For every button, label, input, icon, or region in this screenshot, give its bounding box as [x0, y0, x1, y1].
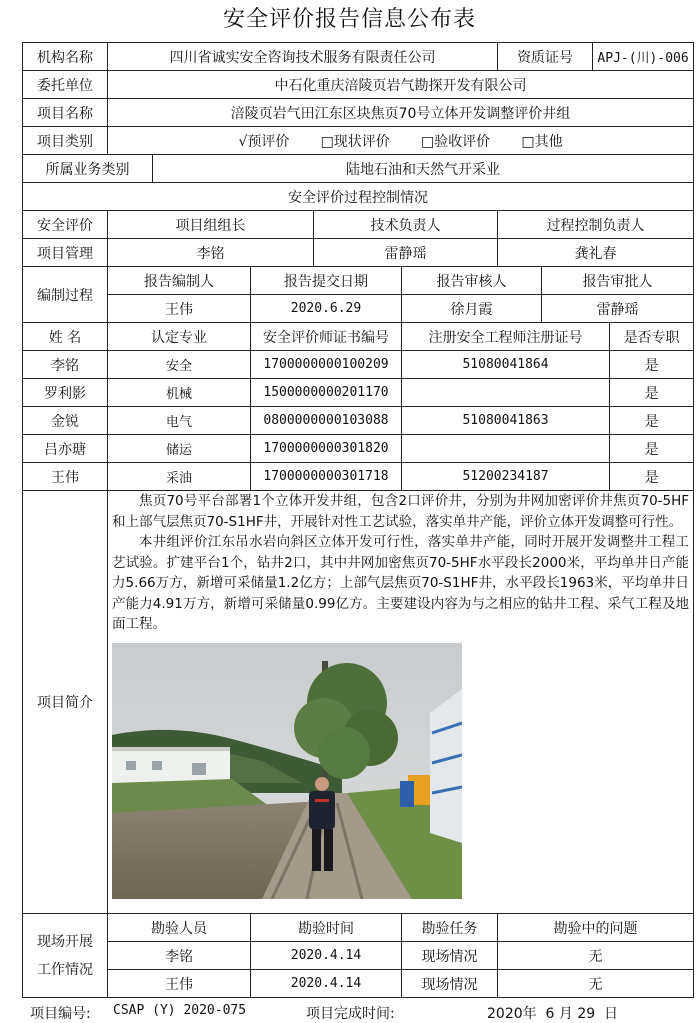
- site-person: 李铭: [108, 942, 251, 970]
- staff-name: 王伟: [23, 463, 108, 491]
- site-header-time: 勘验时间: [251, 914, 402, 942]
- cert-value: APJ-(川)-006: [593, 43, 694, 71]
- staff-reg: 51200234187: [402, 463, 610, 491]
- business-value: 陆地石油和天然气开采业: [153, 155, 694, 183]
- business-label: 所属业务类别: [23, 155, 153, 183]
- site-label: [23, 914, 108, 998]
- site-label-1: 现场开展: [37, 933, 93, 950]
- site-label-2: 工作情况: [37, 961, 93, 978]
- client-value: 中石化重庆涪陵页岩气勘探开发有限公司: [108, 71, 694, 99]
- staff-name: 李铭: [23, 351, 108, 379]
- compile-value-approver: 雷静瑶: [542, 295, 694, 323]
- category-option: □其他: [521, 133, 563, 150]
- staff-header-major: 认定专业: [108, 323, 251, 351]
- staff-header-cert: 安全评价师证书编号: [251, 323, 402, 351]
- intro-paragraph-2: 本井组评价江东吊水岩向斜区立体开发可行性，落实单井产能，同时开展开发调整井工程工艺试验。扩建平台1个，钻井2口，其中井网加密焦页70-5HF水平段长2000米，平均单井日产能力5.66万方，新增可采储量1.2亿方；上部气层焦页70-S1HF井，水平段长1963米，平均单井日产能力4.91万方，新增可采储量0.99亿方。主要建设内容为与之相应的钻井工程、采气工程及地面工程。: [112, 534, 690, 632]
- staff-reg: [402, 435, 610, 463]
- table-row: [23, 407, 694, 435]
- info-table: [22, 42, 694, 998]
- compile-header-approver: 报告审批人: [542, 267, 694, 295]
- compile-header-date: 报告提交日期: [251, 267, 402, 295]
- staff-name: 罗利影: [23, 379, 108, 407]
- mgmt-value-tech: 雷静瑶: [314, 239, 498, 267]
- mgmt-value-leader: 李铭: [108, 239, 314, 267]
- compile-value-date: 2020.6.29: [251, 295, 402, 323]
- intro-paragraph-1: 焦页70号平台部署1个立体开发井组，包含2口评价井，分别为井网加密评价井焦页70-5HF和上部气层焦页70-S1HF井，开展针对性工艺试验，落实单井产能，评价立体开发调整可行性。: [112, 493, 690, 530]
- staff-name: 金锐: [23, 407, 108, 435]
- category-option: □验收评价: [420, 133, 491, 150]
- category-option: □现状评价: [320, 133, 390, 150]
- staff-fulltime: 是: [610, 351, 694, 379]
- process-header: 安全评价过程控制情况: [23, 183, 694, 211]
- table-row: [23, 435, 694, 463]
- staff-header-reg: 注册安全工程师注册证号: [402, 323, 610, 351]
- project-value: 涪陵页岩气田江东区块焦页70号立体开发调整评价井组: [108, 99, 694, 127]
- footer-code-label: 项目编号:: [30, 1006, 91, 1022]
- client-label: 委托单位: [23, 71, 108, 99]
- mgmt-header-leader: 项目组组长: [108, 211, 314, 239]
- staff-reg: 51080041863: [402, 407, 610, 435]
- site-issue: 无: [498, 970, 694, 998]
- site-header-issue: 勘验中的问题: [498, 914, 694, 942]
- site-issue: 无: [498, 942, 694, 970]
- site-photo: [112, 643, 462, 899]
- table-row: [23, 942, 694, 970]
- compile-header-reviewer: 报告审核人: [402, 267, 542, 295]
- site-header-person: 勘验人员: [108, 914, 251, 942]
- project-label: 项目名称: [23, 99, 108, 127]
- footer-done-value: 2020年 6 月 29 日: [487, 1006, 619, 1022]
- page-title: 安全评价报告信息公布表: [222, 7, 476, 32]
- cert-label: 资质证号: [498, 43, 593, 71]
- staff-cert: 1700000000301718: [251, 463, 402, 491]
- intro-content: [108, 491, 694, 914]
- table-row: [23, 351, 694, 379]
- site-time: 2020.4.14: [251, 942, 402, 970]
- mgmt-header-tech: 技术负责人: [314, 211, 498, 239]
- intro-label: 项目简介: [23, 491, 108, 914]
- staff-cert: 1500000000201170: [251, 379, 402, 407]
- staff-name: 吕亦瑭: [23, 435, 108, 463]
- site-task: 现场情况: [402, 970, 498, 998]
- mgmt-label-1: 安全评价: [23, 211, 108, 239]
- staff-major: 安全: [108, 351, 251, 379]
- compile-header-author: 报告编制人: [108, 267, 251, 295]
- footer-done-label: 项目完成时间:: [306, 1006, 395, 1022]
- staff-reg: 51080041864: [402, 351, 610, 379]
- staff-major: 电气: [108, 407, 251, 435]
- staff-header-fulltime: 是否专职: [610, 323, 694, 351]
- category-option: √预评价: [238, 133, 290, 150]
- site-time: 2020.4.14: [251, 970, 402, 998]
- table-row: [23, 970, 694, 998]
- staff-cert: 1700000000100209: [251, 351, 402, 379]
- org-label: 机构名称: [23, 43, 108, 71]
- footer-code-value: CSAP (Y) 2020-075: [113, 1003, 247, 1018]
- footer: [0, 1003, 699, 1021]
- staff-fulltime: 是: [610, 463, 694, 491]
- staff-header-name: 姓 名: [23, 323, 108, 351]
- table-row: [23, 463, 694, 491]
- site-header-task: 勘验任务: [402, 914, 498, 942]
- site-person: 王伟: [108, 970, 251, 998]
- staff-fulltime: 是: [610, 379, 694, 407]
- mgmt-label-2: 项目管理: [23, 239, 108, 267]
- staff-major: 储运: [108, 435, 251, 463]
- staff-cert: 1700000000301820: [251, 435, 402, 463]
- site-task: 现场情况: [402, 942, 498, 970]
- category-label: 项目类别: [23, 127, 108, 155]
- staff-major: 机械: [108, 379, 251, 407]
- mgmt-header-process: 过程控制负责人: [498, 211, 694, 239]
- compile-value-reviewer: 徐月霞: [402, 295, 542, 323]
- staff-major: 采油: [108, 463, 251, 491]
- org-value: 四川省诚实安全咨询技术服务有限责任公司: [108, 43, 498, 71]
- compile-label: 编制过程: [23, 267, 108, 323]
- staff-fulltime: 是: [610, 435, 694, 463]
- staff-reg: [402, 379, 610, 407]
- staff-cert: 0800000000103088: [251, 407, 402, 435]
- mgmt-value-process: 龚礼春: [498, 239, 694, 267]
- table-row: [23, 379, 694, 407]
- staff-fulltime: 是: [610, 407, 694, 435]
- category-options: [108, 127, 694, 155]
- compile-value-author: 王伟: [108, 295, 251, 323]
